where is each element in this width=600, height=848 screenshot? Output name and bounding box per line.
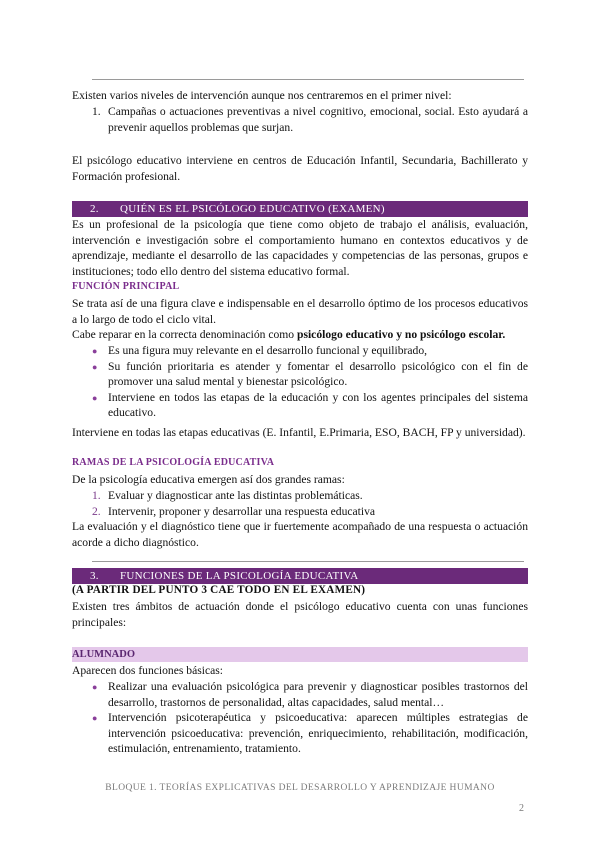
bullet-icon: ●	[92, 361, 98, 372]
section-title: FUNCIONES DE LA PSICOLOGÍA EDUCATIVA	[120, 570, 359, 582]
list-item	[92, 504, 528, 520]
student-bullets	[92, 679, 528, 757]
list-marker: 2.	[92, 504, 101, 518]
list-item-text: Intervenir, proponer y desarrollar una respuesta educativa	[108, 504, 376, 518]
branches-list	[92, 488, 528, 519]
list-item-text: Interviene en todos las etapas de la educación y con los agentes principales del sistema educativo.	[108, 390, 528, 419]
branches-intro: De la psicología educativa emergen así dos grandes ramas:	[72, 473, 345, 486]
section-number: 3.	[90, 570, 99, 582]
list-item-text: Realizar una evaluación psicológica para prevenir y diagnosticar posibles trastornos del desarrollo, trastornos de personalidad, altas capacidades, salud mental…	[108, 680, 528, 709]
list-marker: 1.	[92, 105, 101, 118]
footer-text: BLOQUE 1. TEORÍAS EXPLICATIVAS DEL DESARROLLO Y APRENDIZAJE HUMANO	[105, 783, 495, 793]
list-item	[92, 679, 528, 710]
section-number: 2.	[90, 203, 99, 215]
main-function-text: Se trata así de una figura clave e indispensable en el desarrollo óptimo de los procesos educativos a lo largo de todo el ciclo vital.	[72, 297, 528, 326]
levels-text: Existen varios niveles de intervención aunque nos centraremos en el primer nivel:	[72, 89, 452, 102]
areas-text: Existen tres ámbitos de actuación donde el psicólogo educativo cuenta con unas funciones principales:	[72, 600, 528, 629]
page-number: 2	[519, 803, 524, 814]
list-item-text: Evaluar y diagnosticar ante las distintas problemáticas.	[108, 489, 363, 502]
centers-text: El psicólogo educativo interviene en centros de Educación Infantil, Secundaria, Bachillerato y Formación profesional.	[72, 154, 528, 183]
list-item	[92, 710, 528, 757]
bullet-icon: ●	[92, 392, 98, 403]
section-2-heading	[72, 201, 528, 217]
list-marker: 1.	[92, 489, 101, 502]
bullet-icon: ●	[92, 682, 98, 692]
exam-note: (A PARTIR DEL PUNTO 3 CAE TODO EN EL EXAMEN)	[72, 584, 366, 596]
levels-list	[92, 104, 528, 135]
denomination-text	[72, 327, 528, 343]
list-item-text: Es una figura muy relevante en el desarrollo funcional y equilibrado,	[108, 344, 428, 357]
mid-rule	[92, 561, 524, 562]
function-bullets	[92, 343, 528, 421]
definition-text: Es un profesional de la psicología que tiene como objeto de trabajo el análisis, evaluación, intervención e investigación sobre el comportamiento humano en contextos educativos y de aprendizaje, mediante el desarrollo de las capacidades y competencias de las personas, grupos e instituciones; todo ello dentro del sistema educativo formal.	[72, 218, 528, 278]
list-item	[92, 390, 528, 421]
main-function-heading: FUNCIÓN PRINCIPAL	[72, 281, 180, 292]
bullet-icon: ●	[92, 713, 98, 723]
bullet-icon: ●	[92, 346, 98, 356]
list-item-text: Su función prioritaria es atender y fomentar el desarrollo psicológico con el fin de promover una salud mental y bienestar psicológico.	[108, 359, 528, 388]
list-item	[92, 359, 528, 390]
stages-text: Interviene en todas las etapas educativas (E. Infantil, E.Primaria, ESO, BACH, FP y universidad).	[72, 426, 526, 439]
branches-closing: La evaluación y el diagnóstico tiene que ir fuertemente acompañado de una respuesta o actuación acorde a dicho diagnóstico.	[72, 520, 528, 549]
denomination-prefix: Cabe reparar en la correcta denominación como	[72, 328, 297, 341]
denomination-bold: psicólogo educativo y no psicólogo escolar.	[297, 328, 506, 341]
section-3-heading	[72, 568, 528, 584]
list-item	[92, 104, 528, 135]
list-item	[92, 488, 528, 504]
list-item	[92, 343, 528, 359]
section-title: QUIÉN ES EL PSICÓLOGO EDUCATIVO (EXAMEN)	[120, 203, 385, 215]
list-item-text: Campañas o actuaciones preventivas a nivel cognitivo, emocional, social. Esto ayudará a prevenir aquellos problemas que surjan.	[108, 105, 528, 134]
branches-heading: RAMAS DE LA PSICOLOGÍA EDUCATIVA	[72, 457, 275, 468]
top-rule	[92, 79, 524, 80]
student-intro: Aparecen dos funciones básicas:	[72, 664, 223, 677]
student-heading: ALUMNADO	[72, 647, 528, 662]
list-item-text: Intervención psicoterapéutica y psicoeducativa: aparecen múltiples estrategias de intervención psicoeducativa: prevención, enriquecimiento, rehabilitación, modificación, estimulación, entrenamiento, tratamiento.	[108, 711, 528, 755]
